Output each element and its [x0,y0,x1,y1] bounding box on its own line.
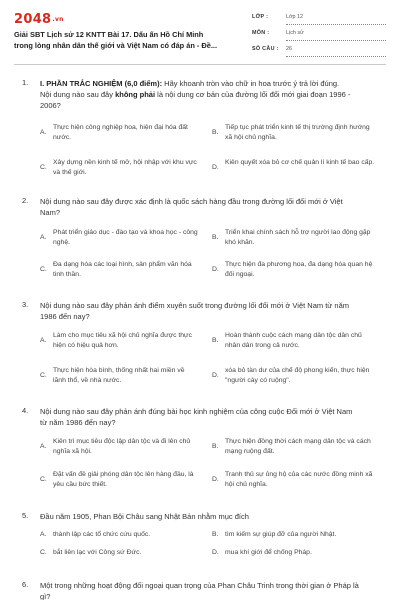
question-text-part: Một trong những hoạt động đối ngoại quan trọng của Phan Châu Trinh trong thời gian ở Pháp là [40,581,359,590]
section-heading: I. PHẦN TRẮC NGHIỆM (6,0 điểm): [40,79,163,88]
question-number: 5. [22,511,29,520]
question-text-part: gì? [40,592,51,600]
option-letter: C. [40,164,47,171]
question-number: 2. [22,196,29,205]
question-text-part: là nội dung cơ bản của đường lối đổi mới giai đoạn 1996 - [155,90,351,99]
site-logo[interactable] [14,12,64,27]
option-text: Tranh thủ sự ủng hộ của các nước đồng minh xã hội chủ nghĩa. [225,471,373,488]
meta-underline [286,40,386,41]
document-meta [252,12,386,60]
question-text-part: Nội dung nào sau đây phản ánh đúng bài học kinh nghiệm của công cuộc Đổi mới ở Việt Nam [40,407,353,416]
option-text: Làm cho mục tiêu xã hội chủ nghĩa được thực hiện có hiệu quả hơn. [53,332,192,349]
question-number: 1. [22,78,29,87]
meta-row-question-count [252,44,386,60]
section-instruction: Hãy khoanh tròn vào chữ in hoa trước ý trả lời đúng. [162,79,340,88]
meta-underline [286,56,386,57]
meta-value-question-count: 26 [286,46,292,52]
option-letter: D. [212,549,219,556]
option-text: Đặt vấn đề giải phóng dân tộc lên hàng đầu, là yêu cầu bức thiết. [53,471,194,488]
question-text [40,78,385,111]
question-text [40,406,385,428]
header-divider [14,64,386,65]
option-text: Đa dạng hóa các loại hình, sản phẩm văn hóa tinh thần. [53,261,192,278]
option-letter: D. [212,164,219,171]
option-text: Thực hiện đồng thời cách mạng dân tộc và cách mạng ruộng đất. [225,438,371,455]
option-text: xóa bỏ tàn dư của chế độ phong kiến, thực hiện "người cày có ruộng". [225,367,370,384]
option-letter: B. [212,129,219,136]
option-text: Hoàn thành cuộc cách mạng dân tộc dân chủ nhân dân trong cả nước. [225,332,362,349]
option-letter: A. [40,234,47,241]
logo-suffix: .vn [52,16,64,23]
option-text: tìm kiếm sự giúp đỡ của người Nhật. [225,531,337,538]
option-text: Kiên trì mục tiêu độc lập dân tộc và đi lên chủ nghĩa xã hội. [53,438,191,455]
meta-value-class: Lớp 12 [286,14,304,20]
option-letter: B. [212,531,219,538]
question-number: 6. [22,580,29,589]
option-text: Tiếp tục phát triển kinh tế thị trường định hướng xã hội chủ nghĩa. [225,124,370,141]
option-text: bắt liên lạc với Công sứ Đức. [53,549,142,556]
document-title-line-1: Giải SBT Lịch sử 12 KNTT Bài 17. Dấu ấn Hồ Chí Minh [14,30,204,39]
question-emphasis: không phải [115,90,156,99]
option-letter: B. [212,337,219,344]
option-letter: A. [40,129,47,136]
question-text-part: 1986 đến nay? [40,312,90,321]
document-header [14,12,386,58]
question-text [40,580,385,600]
option-letter: A. [40,443,47,450]
option-text: Triển khai chính sách hỗ trợ người lao động gặp khó khăn. [225,229,371,246]
option-letter: A. [40,531,47,538]
question-text [40,196,385,218]
question-text-part: 2006? [40,101,61,110]
option-text: Thực hiện công nghiệp hoa, hiện đại hóa đất nước. [53,124,188,141]
option-letter: A. [40,337,47,344]
meta-key-question-count: SỐ CÂU : [252,46,279,52]
option-letter: D. [212,476,219,483]
option-text: Thực hiện đa phương hoa, đa dạng hóa quan hệ đối ngoại. [225,261,373,278]
question-text-part: Đầu năm 1905, Phan Bội Châu sang Nhật Bản nhằm mục đích [40,512,249,521]
option-text: Phát triển giáo dục - đào tạo và khoa học - công nghệ. [53,229,198,246]
option-letter: B. [212,443,219,450]
option-text: mua khí giới để chống Pháp. [225,549,312,556]
logo-text: 2048 [14,12,52,27]
option-text: Thực hiện hòa bình, thống nhất hai miền về lãnh thổ, về nhà nước. [53,367,185,384]
meta-key-class: LỚP : [252,14,269,20]
option-letter: C. [40,266,47,273]
option-letter: B. [212,234,219,241]
option-letter: C. [40,372,47,379]
option-letter: D. [212,372,219,379]
option-text: thành lập các tổ chức cứu quốc. [53,531,151,538]
question-text-part: từ năm 1986 đến nay? [40,418,116,427]
option-letter: D. [212,266,219,273]
question-text [40,300,385,322]
option-letter: C. [40,476,47,483]
question-text-part: Nam? [40,208,61,217]
meta-row-subject [252,28,386,44]
meta-key-subject: MÔN : [252,30,270,36]
meta-underline [286,24,386,25]
option-letter: C. [40,549,47,556]
option-text: Xây dựng nền kinh tế mở, hội nhập với khu vực và thế giới. [53,159,197,176]
document-title-line-2: trong lòng nhân dân thế giới và Việt Nam có đáp án - Đề... [14,41,218,50]
question-text [40,511,385,522]
meta-row-class [252,12,386,28]
meta-value-subject: Lịch sử [286,30,304,36]
question-text-part: Nội dung nào sau đây được xác định là quốc sách hàng đầu trong đường lối đổi mới ở Việt [40,197,343,206]
question-number: 4. [22,406,29,415]
document-title [14,29,239,51]
question-text-part: Nội dung nào sau đây phản ánh điểm xuyên suốt trong đường lối đổi mới ở Việt Nam từ năm [40,301,349,310]
question-number: 3. [22,300,29,309]
question-text-part: Nội dung nào sau đây [40,90,116,99]
option-text: Kiên quyết xóa bỏ cơ chế quản lí kinh tế bao cấp. [225,159,375,166]
